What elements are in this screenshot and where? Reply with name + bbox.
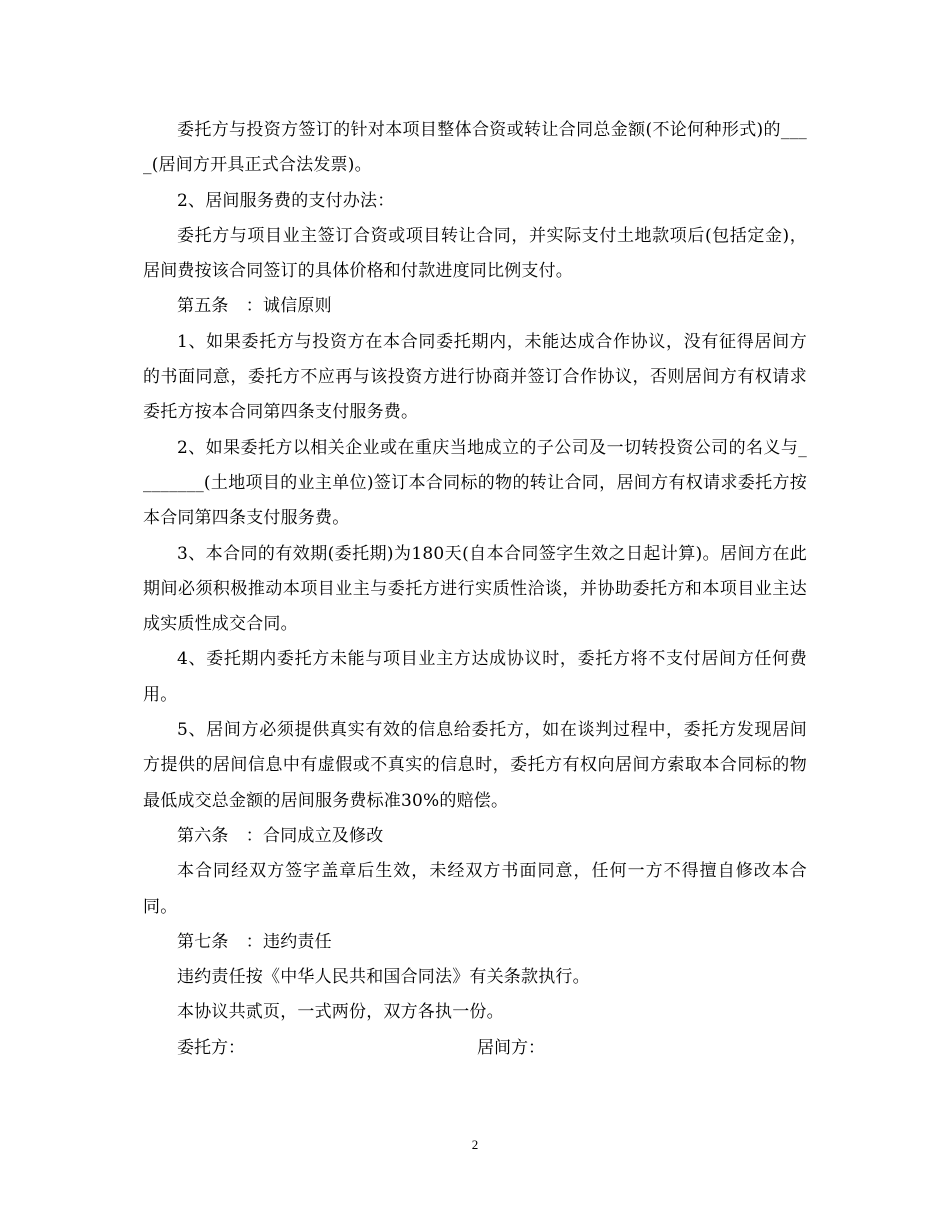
paragraph-article-6-body: 本合同经双方签字盖章后生效，未经双方书面同意，任何一方不得擅自修改本合同。	[143, 861, 807, 917]
paragraph-copies: 本协议共贰页，一式两份，双方各执一份。	[177, 1002, 504, 1023]
article-7-heading: 第七条 ：违约责任	[177, 931, 332, 952]
paragraph-fee-amount: 委托方与投资方签订的针对本项目整体合资或转让合同总金额(不论何种形式)的____(居间方开具正式合法发票)。	[143, 120, 807, 176]
paragraph-payment-method: 委托方与项目业主签订合资或项目转让合同，并实际支付土地款项后(包括定金)，居间费按该合同签订的具体价格和付款进度同比例支付。	[143, 225, 807, 282]
paragraph-payment-method-heading: 2、居间服务费的支付办法：	[177, 190, 395, 211]
article-5-heading: 第五条 ：诚信原则	[177, 296, 332, 317]
client-signature-label: 委托方：	[177, 1037, 245, 1058]
paragraph-article-5-item-2: 2、如果委托方以相关企业或在重庆当地成立的子公司及一切转投资公司的名义与________(土地项目的业主单位)签订本合同标的物的转让合同，居间方有权请求委托方按本合同第四条支付服务费。	[143, 437, 807, 529]
paragraph-article-5-item-3: 3、本合同的有效期(委托期)为180天(自本合同签字生效之日起计算)。居间方在此期间必须积极推动本项目业主与委托方进行实质性洽谈，并协助委托方和本项目业主达成实质性成交合同。	[143, 543, 807, 635]
paragraph-article-5-item-4: 4、委托期内委托方未能与项目业主方达成协议时，委托方将不支付居间方任何费用。	[143, 649, 807, 705]
signature-row	[143, 1031, 807, 1066]
document-body	[143, 113, 807, 1066]
article-6-heading: 第六条 ：合同成立及修改	[177, 825, 384, 846]
paragraph-article-5-item-1: 1、如果委托方与投资方在本合同委托期内，未能达成合作协议，没有征得居间方的书面同意，委托方不应再与该投资方进行协商并签订合作协议，否则居间方有权请求委托方按本合同第四条支付服务费。	[143, 331, 807, 423]
broker-signature-label: 居间方：	[477, 1037, 545, 1058]
paragraph-article-5-item-5: 5、居间方必须提供真实有效的信息给委托方，如在谈判过程中，委托方发现居间方提供的居间信息中有虚假或不真实的信息时，委托方有权向居间方索取本合同标的物最低成交总金额的居间服务费标准30%的赔偿。	[143, 720, 807, 811]
paragraph-article-7-body: 违约责任按《中华人民共和国合同法》有关条款执行。	[177, 967, 590, 988]
page-number: 2	[471, 1137, 479, 1152]
